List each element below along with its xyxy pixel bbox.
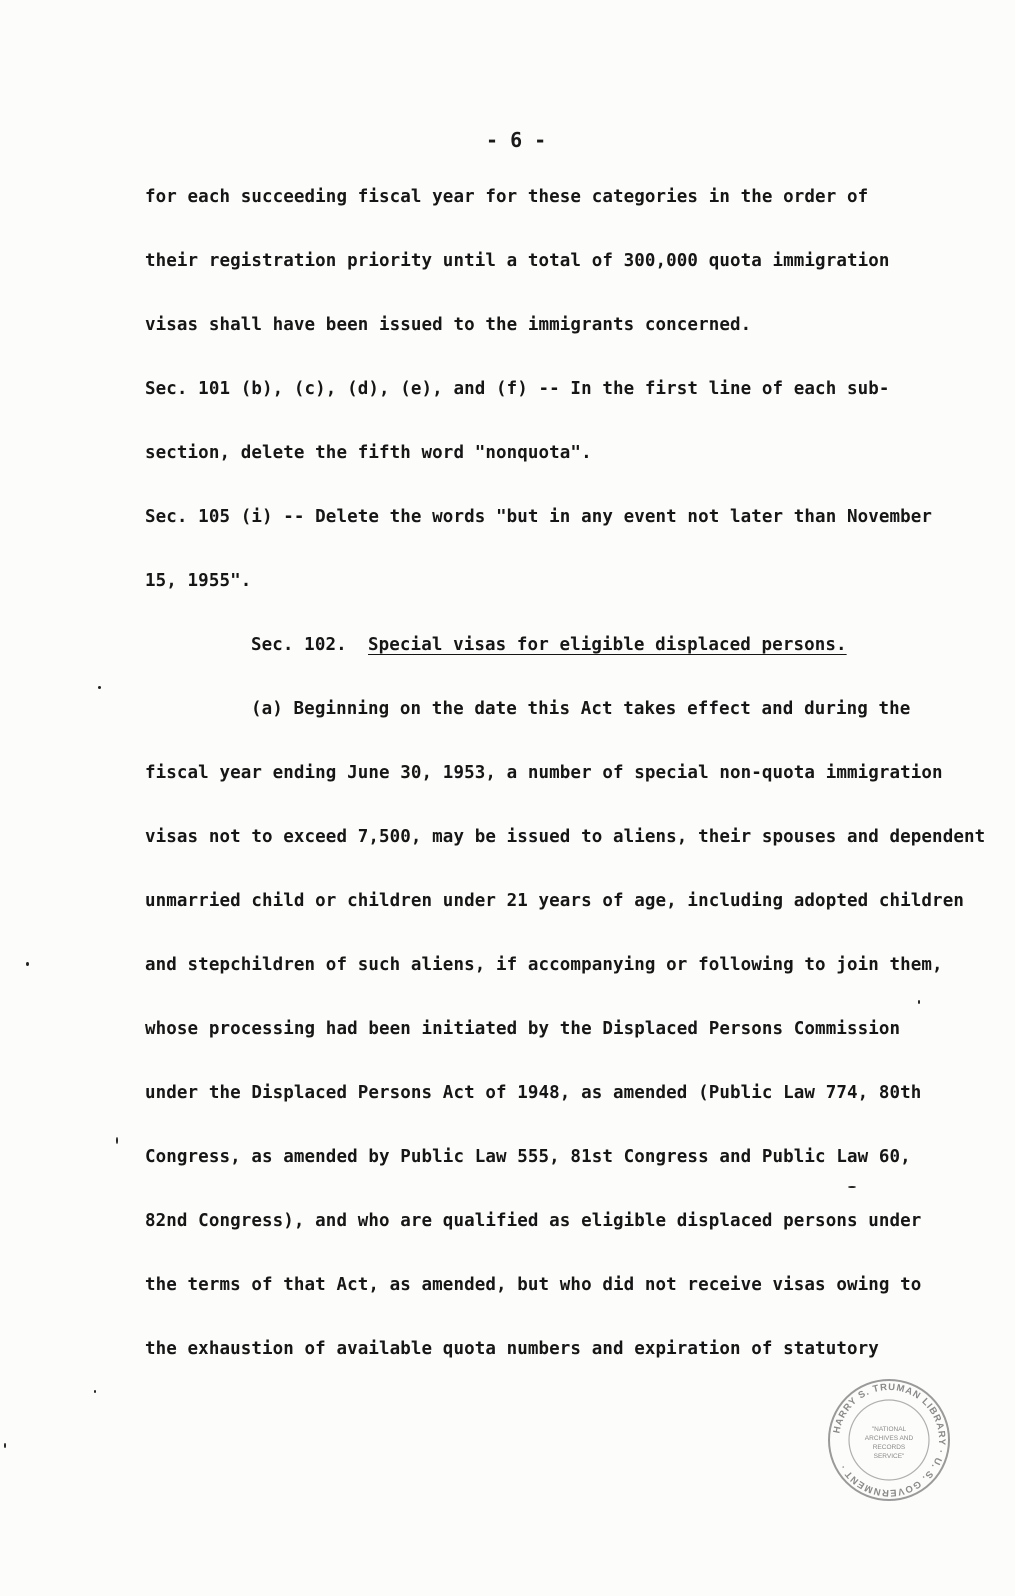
svg-text:HARRY S. TRUMAN LIBRARY · U. S: HARRY S. TRUMAN LIBRARY · U. S. GOVERNMENT ·	[831, 1381, 948, 1499]
body-line-6: Sec. 105 (i) -- Delete the words "but in any event not later than November	[145, 507, 933, 527]
scan-speck	[918, 1000, 920, 1004]
library-stamp	[826, 1377, 952, 1503]
section-line-7: under the Displaced Persons Act of 1948, as amended (Public Law 774, 80th	[145, 1083, 922, 1103]
svg-text:RECORDS: RECORDS	[872, 1444, 906, 1451]
scan-speck	[26, 962, 29, 966]
scan-speck	[848, 1186, 856, 1188]
section-line-11: the exhaustion of available quota numbers and expiration of statutory	[145, 1339, 879, 1359]
svg-text:"NATIONAL: "NATIONAL	[871, 1426, 907, 1433]
scan-speck	[98, 686, 101, 689]
section-line-3: visas not to exceed 7,500, may be issued to aliens, their spouses and dependent	[145, 827, 986, 847]
page-number: - 6 -	[486, 128, 547, 152]
section-line-5: and stepchildren of such aliens, if accompanying or following to join them,	[145, 955, 943, 975]
body-line-7: 15, 1955".	[145, 571, 252, 591]
section-line-8: Congress, as amended by Public Law 555, 81st Congress and Public Law 60,	[145, 1147, 911, 1167]
scan-speck	[94, 1390, 96, 1393]
section-number: Sec. 102.	[251, 635, 347, 655]
section-line-10: the terms of that Act, as amended, but who did not receive visas owing to	[145, 1275, 922, 1295]
section-heading	[251, 635, 847, 655]
section-title: Special visas for eligible displaced persons.	[368, 635, 847, 655]
svg-text:ARCHIVES AND: ARCHIVES AND	[864, 1435, 914, 1442]
body-line-2: their registration priority until a total of 300,000 quota immigration	[145, 251, 890, 271]
scan-speck	[116, 1137, 118, 1144]
section-line-2: fiscal year ending June 30, 1953, a number of special non-quota immigration	[145, 763, 943, 783]
svg-text:SERVICE": SERVICE"	[873, 1453, 905, 1460]
body-line-3: visas shall have been issued to the immigrants concerned.	[145, 315, 752, 335]
body-line-1: for each succeeding fiscal year for these categories in the order of	[145, 187, 869, 207]
section-line-9: 82nd Congress), and who are qualified as eligible displaced persons under	[145, 1211, 922, 1231]
scan-speck	[4, 1443, 6, 1448]
body-line-5: section, delete the fifth word "nonquota".	[145, 443, 592, 463]
body-line-4: Sec. 101 (b), (c), (d), (e), and (f) -- In the first line of each sub-	[145, 379, 890, 399]
section-line-4: unmarried child or children under 21 years of age, including adopted children	[145, 891, 964, 911]
section-line-6: whose processing had been initiated by the Displaced Persons Commission	[145, 1019, 901, 1039]
section-line-1: (a) Beginning on the date this Act takes effect and during the	[251, 699, 911, 719]
